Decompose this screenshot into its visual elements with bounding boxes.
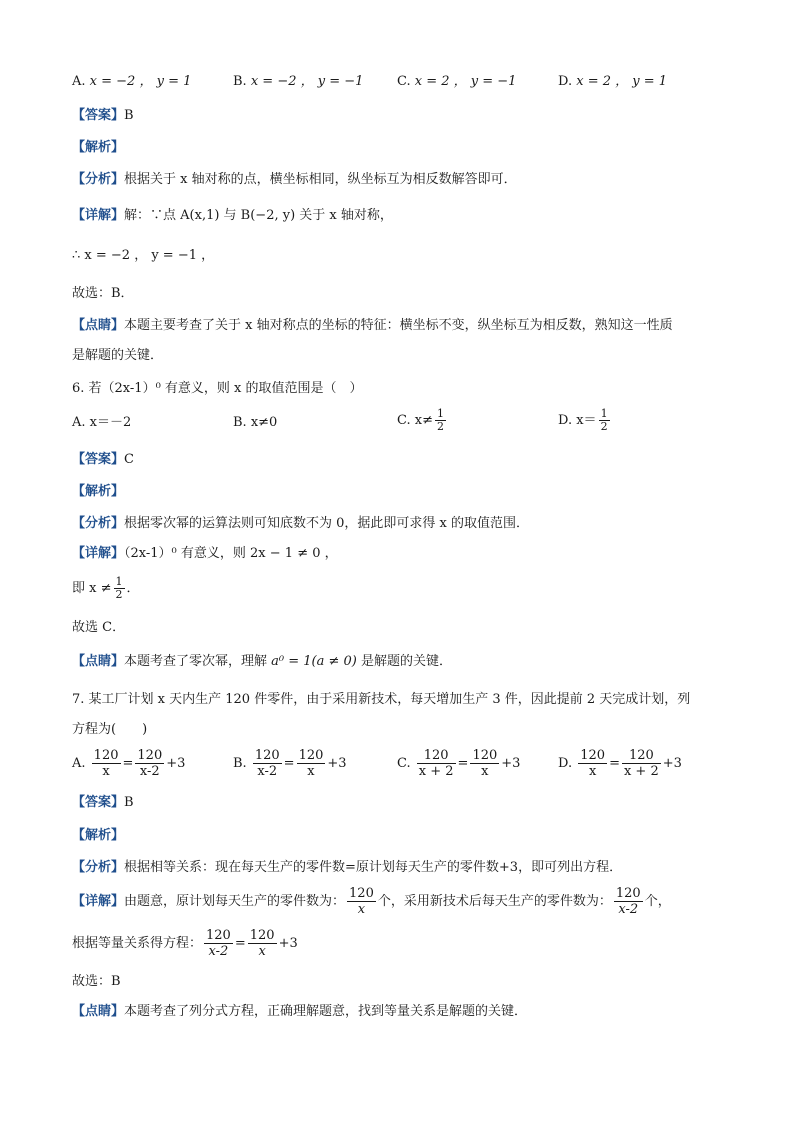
- q7-dianjing: 【点睛】本题考查了列分式方程，正确理解题意，找到等量关系是解题的关键．: [72, 1004, 528, 1019]
- q7-fenxi: 【分析】根据相等关系：现在每天生产的零件数=原计划每天生产的零件数+3，即可列出方程．: [72, 860, 623, 875]
- q6-xiangjie-result: 即 x ≠ $\frac{1}{2}$ ．: [72, 575, 140, 601]
- q5-option-a: A. x = −2 ， y = 1: [72, 74, 192, 89]
- q5-option-c: C. x = 2 ， y = −1: [397, 74, 517, 89]
- q5-xiangjie-result: ∴ x = −2 ， y = −1 ，: [72, 248, 215, 263]
- q7-option-b: B. $\frac{120}{x-2}$ = $\frac{120}{x}$ +3: [233, 748, 347, 779]
- q5-option-b: B. x = −2 ， y = −1: [233, 74, 364, 89]
- q6-xiangjie: 【详解】（2x-1）⁰ 有意义，则 2x − 1 ≠ 0 ，: [72, 546, 338, 561]
- q5-option-d: D. x = 2 ， y = 1: [558, 74, 668, 89]
- q7-answer: 【答案】B: [72, 795, 134, 810]
- q5-guxuan: 故选：B．: [72, 286, 134, 301]
- q5-analysis-heading: 【解析】: [72, 140, 125, 155]
- q7-option-a: A. $\frac{120}{x}$ = $\frac{120}{x-2}$ +3: [72, 748, 186, 779]
- q7-equation: 根据等量关系得方程： $\frac{120}{x-2}$ = $\frac{120}{x}$ +3: [72, 928, 298, 959]
- q7-guxuan: 故选：B: [72, 974, 121, 989]
- q7-question-cont: 方程为( ): [72, 722, 148, 737]
- q6-option-d: D. x＝ $\frac{1}{2}$: [558, 407, 608, 433]
- q5-xiangjie: 【详解】解：∵点 A(x,1) 与 B(−2, y) 关于 x 轴对称，: [72, 208, 393, 223]
- q7-analysis-heading: 【解析】: [72, 828, 125, 843]
- q5-dianjing-cont: 是解题的关键．: [72, 348, 164, 363]
- q7-xiangjie: 【详解】由题意，原计划每天生产的零件数为： $\frac{120}{x}$ 个，采用新技术后每天生产的零件数为： $\frac{120}{x-2}$ 个，: [72, 886, 671, 917]
- q6-dianjing: 【点睛】本题考查了零次幂，理解 a⁰ = 1(a ≠ 0) 是解题的关键．: [72, 654, 453, 669]
- q6-option-c: C. x≠ $\frac{1}{2}$: [397, 407, 444, 433]
- q6-fenxi: 【分析】根据零次幂的运算法则可知底数不为 0，据此即可求得 x 的取值范围．: [72, 516, 530, 531]
- q6-guxuan: 故选 C．: [72, 620, 126, 635]
- q6-option-b: B. x≠0: [233, 415, 278, 430]
- q7-option-c: C. $\frac{120}{x + 2}$ = $\frac{120}{x}$ +3: [397, 748, 521, 779]
- q6-question: 6. 若（2x-1）⁰ 有意义，则 x 的取值范围是（ ）: [72, 381, 363, 396]
- q7-option-d: D. $\frac{120}{x}$ = $\frac{120}{x + 2}$ +3: [558, 748, 682, 779]
- q5-answer: 【答案】B: [72, 108, 134, 123]
- q6-option-a: A. x＝－2: [72, 415, 132, 430]
- q5-fenxi: 【分析】根据关于 x 轴对称的点，横坐标相同，纵坐标互为相反数解答即可．: [72, 172, 517, 187]
- q6-answer: 【答案】C: [72, 452, 134, 467]
- q5-dianjing: 【点睛】本题主要考查了关于 x 轴对称点的坐标的特征：横坐标不变，纵坐标互为相反数，熟知这一性质: [72, 318, 673, 333]
- q6-analysis-heading: 【解析】: [72, 484, 125, 499]
- q7-question: 7. 某工厂计划 x 天内生产 120 件零件，由于采用新技术，每天增加生产 3 件，因此提前 2 天完成计划，列: [72, 692, 691, 707]
